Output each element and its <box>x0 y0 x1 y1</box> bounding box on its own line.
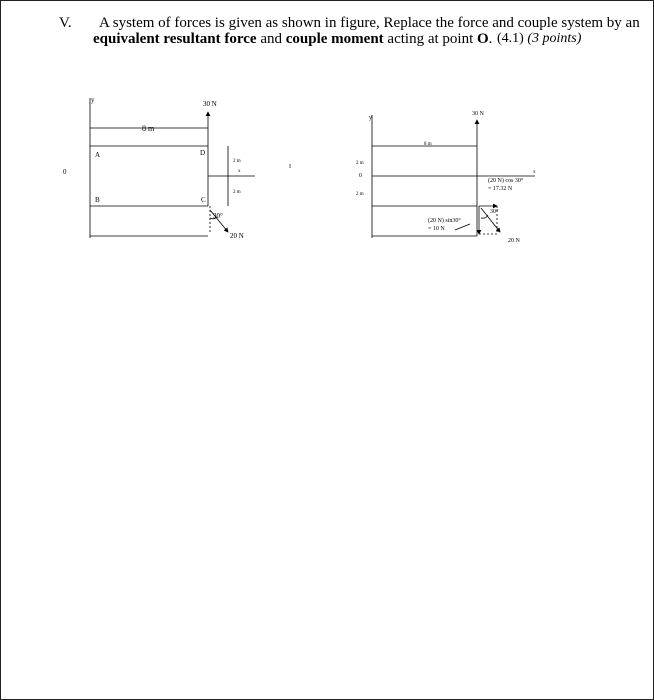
right-labels <box>289 111 536 244</box>
ref-points: (3 points) <box>527 31 582 46</box>
right-sin-leader <box>455 224 470 230</box>
left-x-label: x <box>238 169 241 174</box>
text-period: . <box>488 31 493 47</box>
right-8m-label: 8 m <box>424 142 432 147</box>
text-and: and <box>256 31 286 47</box>
right-2m-lower-label: 2 m <box>356 192 364 197</box>
left-8m-label: 8 m <box>142 124 155 133</box>
question-line-1: A system of forces is given as shown in figure, Replace the force and couple system by an <box>99 15 640 31</box>
left-origin-label: 0 <box>63 168 67 176</box>
left-d-label: D <box>200 149 206 157</box>
right-angle-label: 30° <box>490 209 499 215</box>
right-sin-label-2: = 10 N <box>428 226 445 232</box>
left-y-label: y <box>91 96 95 104</box>
bold-couple-moment: couple moment <box>285 31 384 47</box>
left-2m-upper-label: 2 m <box>233 159 241 164</box>
left-20n-label: 20 N <box>230 232 244 240</box>
bold-resultant-force: equivalent resultant force <box>93 31 257 47</box>
right-20n-label: 20 N <box>508 238 520 244</box>
right-mark-label: I <box>289 164 291 170</box>
right-2m-upper-label: 2 m <box>356 161 364 166</box>
left-b-label: B <box>95 196 100 204</box>
right-30n-label: 30 N <box>472 111 484 117</box>
left-c-label: C <box>201 196 206 204</box>
right-origin-label: 0 <box>359 173 362 179</box>
question-number: V. <box>59 15 72 31</box>
right-cos-label-2: = 17.32 N <box>488 186 513 192</box>
ref-code: (4.1) <box>497 31 524 46</box>
text-acting: acting at point <box>383 31 477 47</box>
left-2m-lower-label: 2 m <box>233 190 241 195</box>
left-30n-label: 30 N <box>203 100 217 108</box>
right-cos-label-1: (20 N) cos 30° <box>488 178 524 184</box>
right-x-label: x <box>533 170 536 175</box>
point-o-label: O <box>476 31 489 47</box>
right-sin-label-1: (20 N) sin30° <box>428 218 461 224</box>
left-a-label: A <box>95 151 101 159</box>
left-figure <box>90 98 255 238</box>
left-angle-label: 30° <box>213 212 223 220</box>
right-y-label: y <box>369 115 372 121</box>
